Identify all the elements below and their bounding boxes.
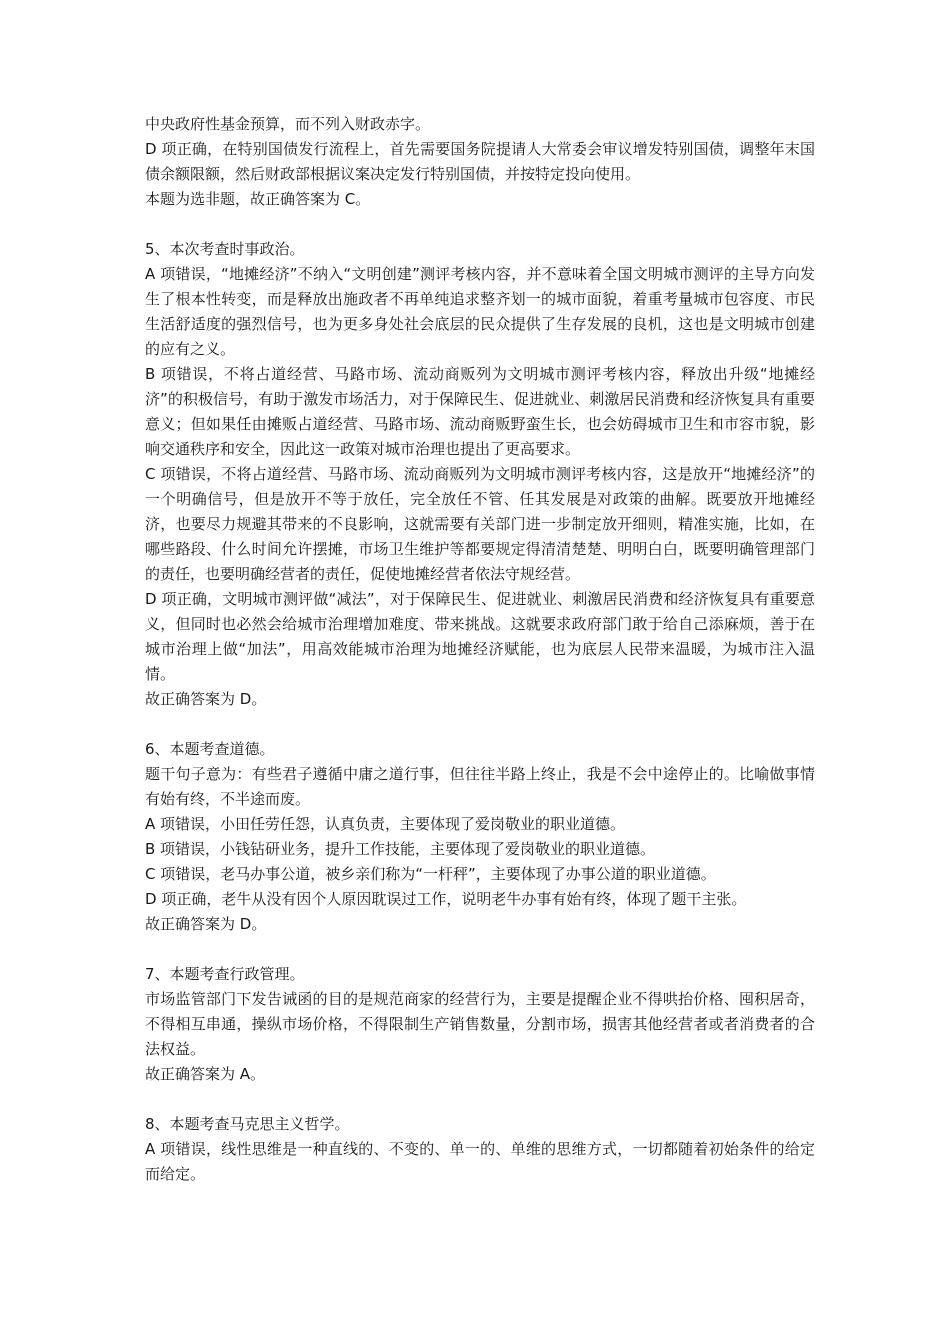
paragraph: D 项正确，在特别国债发行流程上，首先需要国务院提请人大常委会审议增发特别国债，调整年末国债余额限额，然后财政部根据议案决定发行特别国债，并按特定投向使用。	[145, 140, 815, 183]
answer-block-7	[145, 962, 815, 1087]
paragraph: D 项正确，文明城市测评做“减法”，对于保障民生、促进就业、刺激居民消费和经济恢复具有重要意义，但同时也必然会给城市治理增加难度、带来挑战。这就要求政府部门敢于给自己添麻烦，善于在城市治理上做“加法”，用高效能城市治理为地摊经济赋能，也为底层人民带来温暖，为城市注入温情。	[145, 590, 815, 683]
paragraph: C 项错误，老马办事公道，被乡亲们称为“一杆秤”，主要体现了办事公道的职业道德。	[145, 865, 716, 883]
paragraph: A 项错误，线性思维是一种直线的、不变的、单一的、单维的思维方式，一切都随着初始条件的给定而给定。	[145, 1140, 815, 1183]
answer-line: 故正确答案为 D。	[145, 915, 267, 933]
question-heading: 8、本题考查马克思主义哲学。	[145, 1115, 350, 1133]
answer-block-8	[145, 1112, 815, 1187]
paragraph: A 项错误，“地摊经济”不纳入“文明创建”测评考核内容，并不意味着全国文明城市测评的主导方向发生了根本性转变，而是释放出施政者不再单纯追求整齐划一的城市面貌，着重考量城市包容度、市民生活舒适度的强烈信号，也为更多身处社会底层的民众提供了生存发展的良机，这也是文明城市创建的应有之义。	[145, 265, 815, 358]
block-spacer	[145, 212, 815, 237]
block-spacer	[145, 937, 815, 962]
paragraph: 题干句子意为：有些君子遵循中庸之道行事，但往往半路上终止，我是不会中途停止的。比喻做事情有始有终，不半途而废。	[145, 765, 815, 808]
paragraph: A 项错误，小田任劳任怨，认真负责，主要体现了爱岗敬业的职业道德。	[145, 815, 626, 833]
question-heading: 5、本次考查时事政治。	[145, 240, 305, 258]
answer-block-5	[145, 237, 815, 712]
question-heading: 7、本题考查行政管理。	[145, 965, 305, 983]
block-spacer	[145, 712, 815, 737]
document-body	[145, 112, 815, 1187]
paragraph: D 项正确，老牛从没有因个人原因耽误过工作，说明老牛办事有始有终，体现了题干主张。	[145, 890, 747, 908]
answer-line: 故正确答案为 D。	[145, 690, 267, 708]
answer-line: 故正确答案为 A。	[145, 1065, 266, 1083]
block-spacer	[145, 1087, 815, 1112]
paragraph: C 项错误，不将占道经营、马路市场、流动商贩列为文明城市测评考核内容，这是放开“地摊经济”的一个明确信号，但是放开不等于放任，完全放任不管、任其发展是对政策的曲解。既要放开地摊经济，也要尽力规避其带来的不良影响，这就需要有关部门进一步制定放开细则，精准实施，比如，在哪些路段、什么时间允许摆摊，市场卫生维护等都要规定得清清楚楚、明明白白，既要明确管理部门的责任，也要明确经营者的责任，促使地摊经营者依法守规经营。	[145, 465, 815, 583]
answer-block	[145, 112, 815, 212]
paragraph: 本题为选非题，故正确答案为 C。	[145, 190, 371, 208]
question-heading: 6、本题考查道德。	[145, 740, 275, 758]
paragraph: B 项错误，不将占道经营、马路市场、流动商贩列为文明城市测评考核内容，释放出升级“地摊经济”的积极信号，有助于激发市场活力，对于保障民生、促进就业、刺激居民消费和经济恢复具有重要意义；但如果任由摊贩占道经营、马路市场、流动商贩野蛮生长，也会妨碍城市卫生和市容市貌，影响交通秩序和安全，因此这一政策对城市治理也提出了更高要求。	[145, 365, 815, 458]
paragraph: 中央政府性基金预算，而不列入财政赤字。	[145, 115, 431, 133]
paragraph: 市场监管部门下发告诫函的目的是规范商家的经营行为，主要是提醒企业不得哄抬价格、囤积居奇，不得相互串通，操纵市场价格，不得限制生产销售数量，分割市场，损害其他经营者或者消费者的合法权益。	[145, 990, 815, 1058]
paragraph: B 项错误，小钱钻研业务，提升工作技能，主要体现了爱岗敬业的职业道德。	[145, 840, 656, 858]
answer-block-6	[145, 737, 815, 937]
